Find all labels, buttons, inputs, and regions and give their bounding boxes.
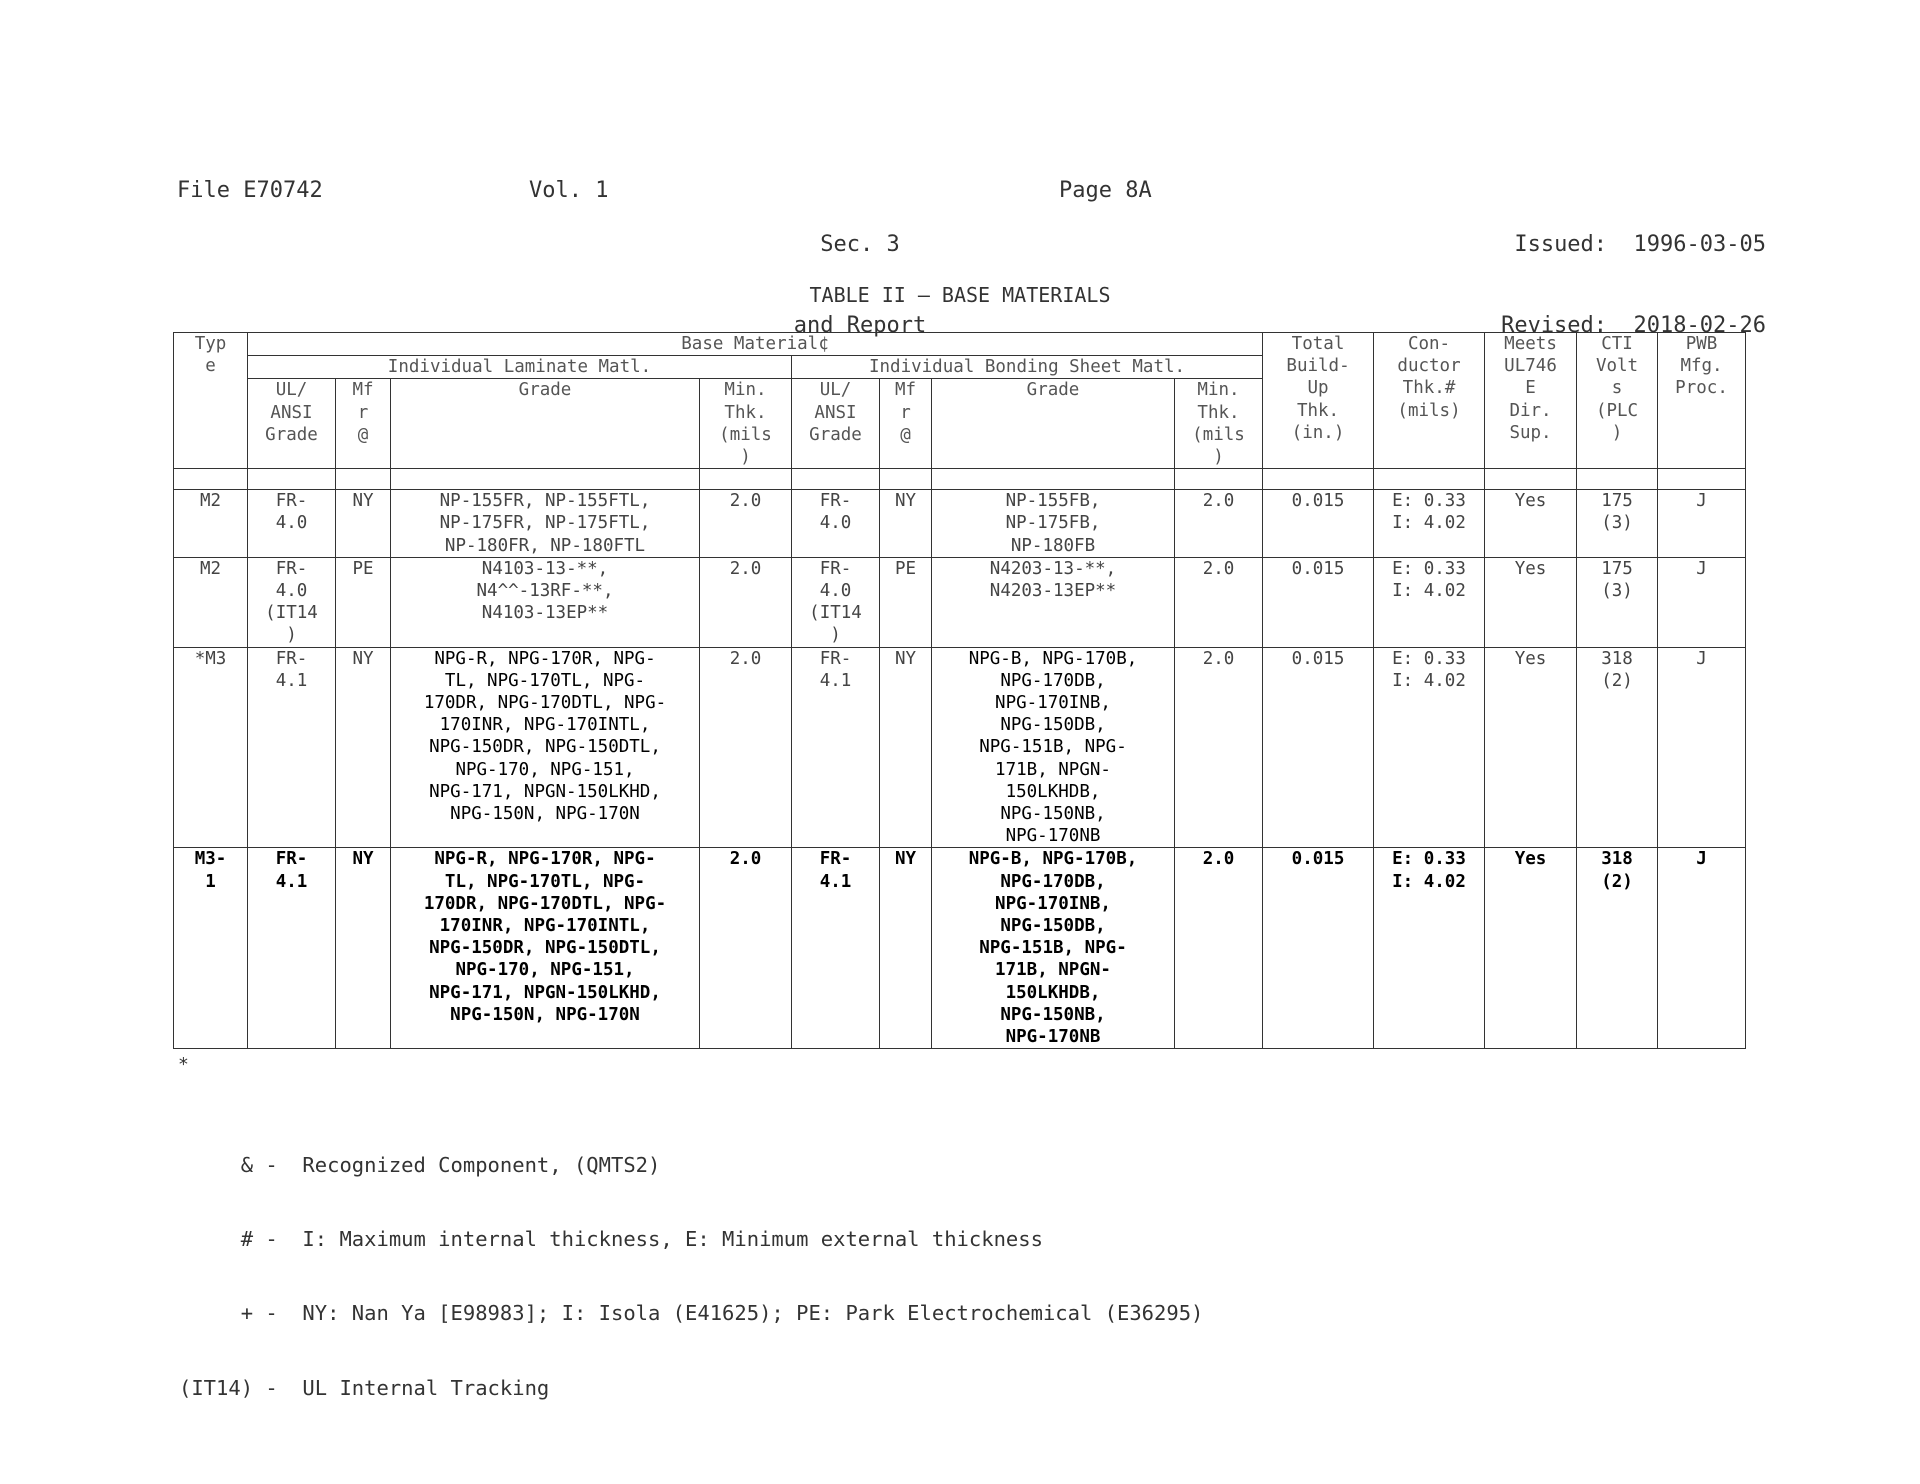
col-base-material: Base Material¢ xyxy=(248,333,1263,356)
cell-lam-mfr: NY xyxy=(336,490,391,558)
cell-bond-mfr: NY xyxy=(880,647,932,848)
spacer-cell xyxy=(1374,469,1485,490)
cell-bond-thk: 2.0 xyxy=(1175,490,1263,558)
table-row xyxy=(174,647,1746,848)
spacer-cell xyxy=(248,469,336,490)
issued-line xyxy=(1466,231,1766,258)
cell-bond-thk: 2.0 xyxy=(1175,647,1263,848)
cell-lam-thk: 2.0 xyxy=(700,647,792,848)
cell-bond-ul: FR- 4.0 xyxy=(792,490,880,558)
col-type: Typ e xyxy=(174,333,248,469)
cell-type: M3- 1 xyxy=(174,848,248,1049)
spacer-row xyxy=(174,469,1746,490)
table-title: TABLE II – BASE MATERIALS xyxy=(809,283,1111,307)
cell-conductor: E: 0.33 I: 4.02 xyxy=(1374,557,1485,647)
spacer-cell xyxy=(1658,469,1746,490)
base-materials-table xyxy=(173,332,1746,1049)
cell-cti: 175 (3) xyxy=(1577,557,1658,647)
spacer-cell xyxy=(1263,469,1374,490)
cell-conductor: E: 0.33 I: 4.02 xyxy=(1374,490,1485,558)
footnote-line: # - I: Maximum internal thickness, E: Minimum external thickness xyxy=(179,1226,1043,1251)
col-lam-grade: Grade xyxy=(391,379,700,469)
col-bonding: Individual Bonding Sheet Matl. xyxy=(792,356,1263,379)
cell-total: 0.015 xyxy=(1263,647,1374,848)
cell-bond-thk: 2.0 xyxy=(1175,848,1263,1049)
cell-pwb: J xyxy=(1658,490,1746,558)
cell-lam-ul: FR- 4.1 xyxy=(248,848,336,1049)
col-bond-mfr: Mf r @ xyxy=(880,379,932,469)
cell-type: M2 xyxy=(174,557,248,647)
cell-cti: 318 (2) xyxy=(1577,848,1658,1049)
col-lam-ul-ansi: UL/ ANSI Grade xyxy=(248,379,336,469)
cell-lam-grade: NPG-R, NPG-170R, NPG- TL, NPG-170TL, NPG- 170DR, NPG-170DTL, NPG- 170INR, NPG-170INTL, NPG-150DR, NPG-150DTL, NPG-170, NPG-151, NPG-171, NPGN-150LKHD, NPG-150N, NPG-170N xyxy=(391,647,700,848)
cell-lam-ul: FR- 4.1 xyxy=(248,647,336,848)
col-lam-mfr: Mf r @ xyxy=(336,379,391,469)
cell-meets: Yes xyxy=(1485,557,1577,647)
cell-lam-thk: 2.0 xyxy=(700,848,792,1049)
cell-bond-mfr: NY xyxy=(880,848,932,1049)
issued-date: 1996-03-05 xyxy=(1633,232,1766,257)
spacer-cell xyxy=(1577,469,1658,490)
spacer-cell xyxy=(932,469,1175,490)
spacer-cell xyxy=(174,469,248,490)
header-row-1 xyxy=(174,333,1746,356)
col-cti-volts: CTI Volt s (PLC ) xyxy=(1577,333,1658,469)
spacer-cell xyxy=(391,469,700,490)
cell-total: 0.015 xyxy=(1263,557,1374,647)
cell-type: *M3 xyxy=(174,647,248,848)
cell-bond-grade: NPG-B, NPG-170B, NPG-170DB, NPG-170INB, NPG-150DB, NPG-151B, NPG- 171B, NPGN- 150LKHDB, NPG-150NB, NPG-170NB xyxy=(932,848,1175,1049)
issued-label: Issued: xyxy=(1514,232,1608,257)
cell-pwb: J xyxy=(1658,557,1746,647)
cell-lam-thk: 2.0 xyxy=(700,490,792,558)
col-bond-grade: Grade xyxy=(932,379,1175,469)
cell-bond-ul: FR- 4.0 (IT14 ) xyxy=(792,557,880,647)
cell-lam-grade: N4103-13-**, N4^^-13RF-**, N4103-13EP** xyxy=(391,557,700,647)
cell-conductor: E: 0.33 I: 4.02 xyxy=(1374,848,1485,1049)
col-laminate: Individual Laminate Matl. xyxy=(248,356,792,379)
col-bond-ul-ansi: UL/ ANSI Grade xyxy=(792,379,880,469)
cell-conductor: E: 0.33 I: 4.02 xyxy=(1374,647,1485,848)
footnote-line: & - Recognized Component, (QMTS2) xyxy=(179,1152,661,1177)
cell-bond-ul: FR- 4.1 xyxy=(792,848,880,1049)
cell-lam-mfr: NY xyxy=(336,647,391,848)
table-row xyxy=(174,490,1746,558)
revised-date: 2018-02-26 xyxy=(1633,313,1766,338)
revised-label: Revised: xyxy=(1501,313,1608,338)
col-conductor: Con- ductor Thk.# (mils) xyxy=(1374,333,1485,469)
cell-meets: Yes xyxy=(1485,647,1577,848)
header-page: Page 8A xyxy=(1059,178,1152,203)
cell-lam-grade: NPG-R, NPG-170R, NPG- TL, NPG-170TL, NPG- 170DR, NPG-170DTL, NPG- 170INR, NPG-170INTL, NPG-150DR, NPG-150DTL, NPG-170, NPG-151, NPG-171, NPGN-150LKHD, NPG-150N, NPG-170N xyxy=(391,848,700,1049)
cell-meets: Yes xyxy=(1485,848,1577,1049)
table-row xyxy=(174,557,1746,647)
cell-type: M2 xyxy=(174,490,248,558)
cell-lam-mfr: PE xyxy=(336,557,391,647)
cell-meets: Yes xyxy=(1485,490,1577,558)
cell-bond-mfr: PE xyxy=(880,557,932,647)
footnote-line: (IT14) - UL Internal Tracking xyxy=(179,1375,550,1400)
cell-cti: 175 (3) xyxy=(1577,490,1658,558)
header-vol: Vol. 1 xyxy=(529,178,609,203)
cell-total: 0.015 xyxy=(1263,490,1374,558)
cell-bond-grade: NP-155FB, NP-175FB, NP-180FB xyxy=(932,490,1175,558)
col-lam-min-thk: Min. Thk. (mils ) xyxy=(700,379,792,469)
cell-lam-ul: FR- 4.0 (IT14 ) xyxy=(248,557,336,647)
footnote-star: * xyxy=(178,1054,189,1075)
cell-pwb: J xyxy=(1658,647,1746,848)
spacer-cell xyxy=(1485,469,1577,490)
col-meets-ul746e: Meets UL746 E Dir. Sup. xyxy=(1485,333,1577,469)
col-bond-min-thk: Min. Thk. (mils ) xyxy=(1175,379,1263,469)
cell-lam-ul: FR- 4.0 xyxy=(248,490,336,558)
col-total-buildup: Total Build- Up Thk. (in.) xyxy=(1263,333,1374,469)
cell-lam-grade: NP-155FR, NP-155FTL, NP-175FR, NP-175FTL, NP-180FR, NP-180FTL xyxy=(391,490,700,558)
header-sec-line1: Sec. 3 xyxy=(820,232,900,257)
cell-bond-grade: NPG-B, NPG-170B, NPG-170DB, NPG-170INB, NPG-150DB, NPG-151B, NPG- 171B, NPGN- 150LKHDB, NPG-150NB, NPG-170NB xyxy=(932,647,1175,848)
cell-bond-ul: FR- 4.1 xyxy=(792,647,880,848)
spacer-cell xyxy=(880,469,932,490)
cell-bond-thk: 2.0 xyxy=(1175,557,1263,647)
spacer-cell xyxy=(1175,469,1263,490)
cell-bond-mfr: NY xyxy=(880,490,932,558)
header-sec-line2: and Report xyxy=(793,313,927,338)
spacer-cell xyxy=(336,469,391,490)
footnotes xyxy=(179,1103,1203,1425)
cell-cti: 318 (2) xyxy=(1577,647,1658,848)
cell-lam-thk: 2.0 xyxy=(700,557,792,647)
col-pwb-mfg: PWB Mfg. Proc. xyxy=(1658,333,1746,469)
footnote-line: + - NY: Nan Ya [E98983]; I: Isola (E41625); PE: Park Electrochemical (E36295) xyxy=(179,1301,1204,1326)
cell-total: 0.015 xyxy=(1263,848,1374,1049)
header-file: File E70742 xyxy=(177,178,323,203)
spacer-cell xyxy=(700,469,792,490)
table-row xyxy=(174,848,1746,1049)
cell-bond-grade: N4203-13-**, N4203-13EP** xyxy=(932,557,1175,647)
cell-lam-mfr: NY xyxy=(336,848,391,1049)
spacer-cell xyxy=(792,469,880,490)
cell-pwb: J xyxy=(1658,848,1746,1049)
